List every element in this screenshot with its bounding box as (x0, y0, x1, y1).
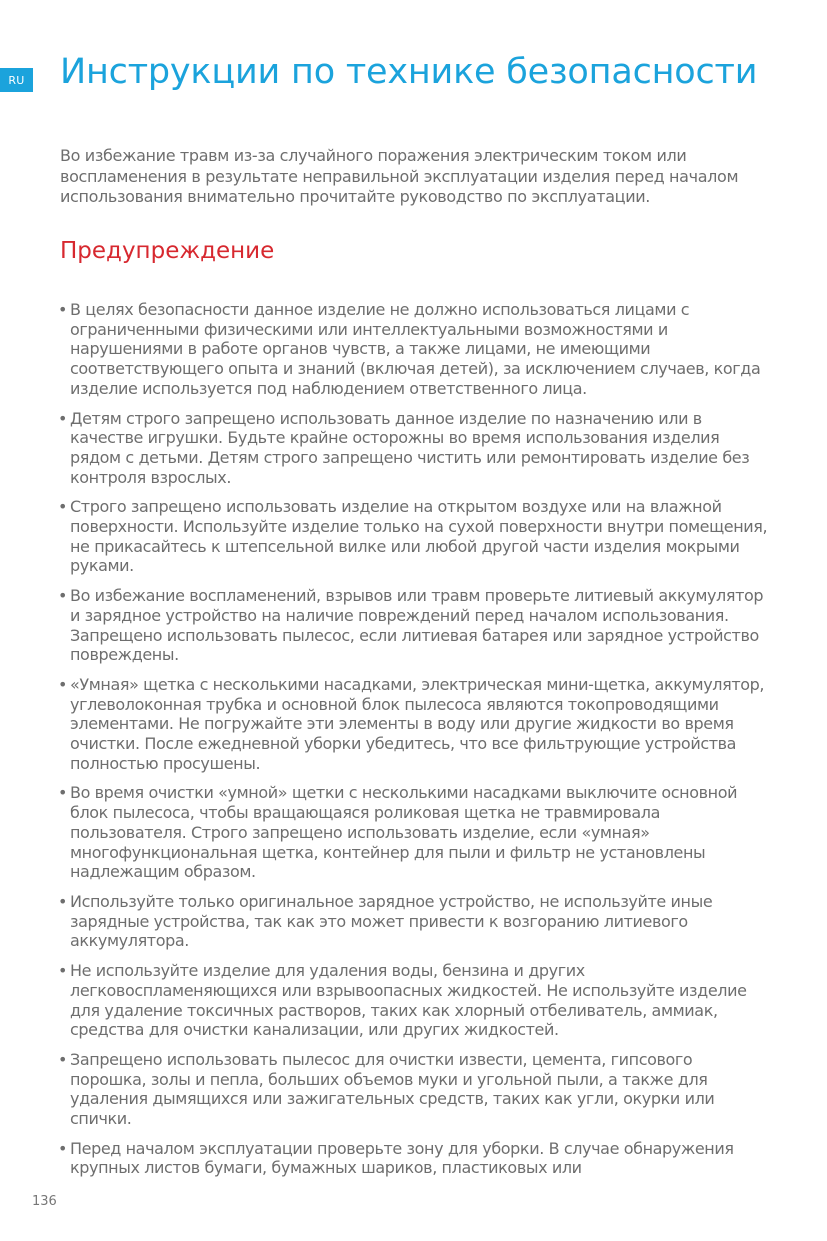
bullet-icon: • (58, 961, 68, 981)
page-title: Инструкции по технике безопасности (60, 52, 758, 92)
bullet-icon: • (58, 674, 68, 694)
list-item (56, 586, 771, 665)
list-item-text: Во избежание воспламенений, взрывов или травм проверьте литиевый аккумулятор и зарядное устройство на наличие повреждений перед началом использования. Запрещено использовать пылесос, если литиевая батарея или зарядное устройство повреждены. (70, 586, 764, 665)
list-item (56, 892, 771, 951)
list-item-text: В целях безопасности данное изделие не должно использоваться лицами с ограниченными физическими или интеллектуальными возможностями и нарушениями в работе органов чувств, а также лицами, не имеющими соответствующего опыта и знаний (включая детей), за исключением случаев, когда изделие используется под наблюдением ответственного лица. (70, 300, 761, 398)
list-item-text: Во время очистки «умной» щетки с несколькими насадками выключите основной блок пылесоса, чтобы вращающаяся роликовая щетка не травмировала пользователя. Строго запрещено использовать изделие, если «умная» многофункциональная щетка, контейнер для пыли и фильтр не установлены надлежащим образом. (70, 783, 738, 882)
bullet-icon: • (58, 300, 68, 319)
list-item (56, 1050, 771, 1129)
bullet-icon: • (58, 1049, 68, 1069)
safety-list (56, 300, 771, 1188)
list-item (56, 783, 771, 882)
bullet-icon: • (58, 891, 68, 911)
list-item (56, 300, 771, 399)
page-number: 136 (32, 1194, 57, 1209)
list-item-text: Запрещено использовать пылесос для очистки извести, цемента, гипсового порошка, золы и пепла, больших объемов муки и угольной пыли, а также для удаления дымящихся или зажигательных средств, таких как угли, окурки или спички. (70, 1049, 715, 1129)
list-item-text: Не используйте изделие для удаления воды, бензина и других легковоспламеняющихся или взрывоопасных жидкостей. Не используйте изделие для удаление токсичных растворов, таких как хлорный отбеливатель, аммиак, средства для очистки канализации, или других жидкостей. (70, 961, 747, 1040)
warning-heading: Предупреждение (60, 238, 275, 264)
intro-paragraph: Во избежание травм из-за случайного поражения электрическим током или воспламенения в результате неправильной эксплуатации изделия перед началом использования внимательно прочитайте руководство по эксплуатации. (60, 146, 739, 206)
bullet-icon: • (58, 783, 68, 803)
list-item-text: «Умная» щетка с несколькими насадками, электрическая мини-щетка, аккумулятор, углеволоконная трубка и основной блок пылесоса являются токопроводящими элементами. Не погружайте эти элементы в воду или другие жидкости во время очистки. После ежедневной уборки убедитесь, что все фильтрующие устройства полностью просушены. (70, 674, 765, 773)
list-item (56, 961, 771, 1040)
list-item-text: Строго запрещено использовать изделие на открытом воздухе или на влажной поверхности. Используйте изделие только на сухой поверхности внутри помещения, не прикасайтесь к штепсельной вилке или любой другой части изделия мокрыми руками. (70, 497, 768, 576)
bullet-icon: • (58, 586, 68, 606)
bullet-icon: • (58, 497, 68, 517)
list-item-text: Используйте только оригинальное зарядное устройство, не используйте иные зарядные устройства, так как это может привести к возгоранию литиевого аккумулятора. (70, 891, 713, 951)
list-item (56, 409, 771, 488)
list-item-text: Перед началом эксплуатации проверьте зону для уборки. В случае обнаружения крупных листов бумаги, бумажных шариков, пластиковых или (70, 1138, 734, 1178)
list-item-text: Детям строго запрещено использовать данное изделие по назначению или в качестве игрушки. Будьте крайне осторожны во время использования изделия рядом с детьми. Детям строго запрещено чистить или ремонтировать изделие без контроля взрослых. (70, 408, 750, 487)
language-badge: RU (0, 68, 33, 92)
bullet-icon: • (58, 1138, 68, 1158)
list-item (56, 497, 771, 576)
bullet-icon: • (58, 408, 68, 428)
list-item (56, 1139, 771, 1178)
list-item (56, 675, 771, 774)
